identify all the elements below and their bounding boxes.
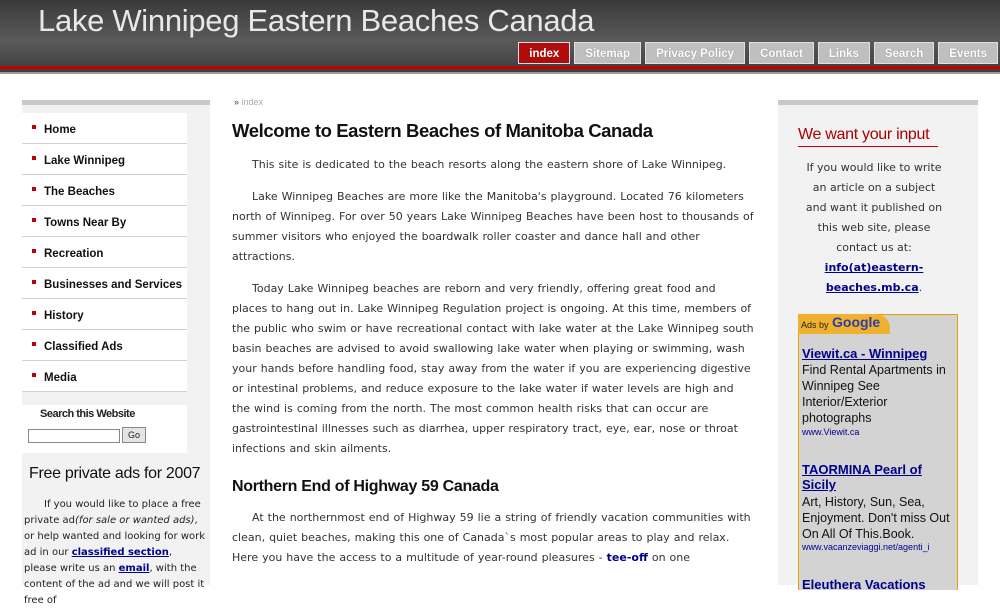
free-ads-text-3: , please write us an [24,547,173,574]
sidebar-navigation [22,113,187,392]
sidebar-item-the-beaches[interactable] [22,175,187,206]
page-title: Welcome to Eastern Beaches of Manitoba Canada [232,120,653,141]
bullet-icon [32,249,36,253]
bullet-icon [32,218,36,222]
site-header [0,0,1000,74]
sidebar-item-label: Lake Winnipeg [44,155,126,167]
free-ads-text-em: (for sale or wanted ads) [75,515,195,526]
ad-title[interactable]: Eleuthera Vacations [802,577,926,592]
sidebar-item-label: The Beaches [44,186,115,198]
sidebar-item-media[interactable] [22,361,187,392]
google-logo: Google [832,314,881,330]
bullet-icon [32,311,36,315]
bullet-icon [32,280,36,284]
nav-search[interactable]: Search [874,42,934,64]
input-text-end: . [918,281,923,294]
email-link[interactable]: email [118,563,150,574]
nav-privacy-policy[interactable]: Privacy Policy [645,42,745,64]
free-ads-text-2: , or help wanted and looking for work ad in our [24,515,206,558]
nav-contact[interactable]: Contact [749,42,814,64]
ad-description: Find Rental Apartments in Winnipeg See Interior/Exterior photographs [802,363,946,425]
tee-off-link[interactable]: tee-off [606,551,648,564]
search-box [22,405,187,453]
top-navigation [518,42,998,64]
highway-paragraph-end: on one [647,551,691,564]
ad-description: Art, History, Sun, Sea, Enjoyment. Don't miss Out On All Of This.Book. [802,495,950,541]
breadcrumb-separator: » [234,97,240,107]
beaches-paragraph: Lake Winnipeg Beaches are more like the Manitoba's playground. Located 76 kilometers north of Winnipeg. For over 50 years Lake Winnipeg Beaches have been host to thousands of summer visitors who enjoyed the boardwalk roller coaster and dance hall and other attractions. [232,190,754,263]
sidebar-item-label: Towns Near By [44,217,127,229]
sidebar-item-towns-near-by[interactable] [22,206,187,237]
input-title: We want your input [798,126,938,147]
ad-title[interactable]: TAORMINA Pearl of Sicily [802,462,922,492]
main-content [232,96,754,585]
free-ads-text-4: , with the content of the ad and we will post it free of [24,563,205,606]
sidebar-item-recreation[interactable] [22,237,187,268]
sidebar-item-label: Home [44,124,76,136]
ad-title[interactable]: Viewit.ca - Winnipeg [802,346,928,361]
header-red-rule [0,66,1000,69]
right-sidebar [778,100,978,592]
ad-url[interactable]: www.Viewit.ca [802,427,860,437]
sidebar-item-history[interactable] [22,299,187,330]
breadcrumb-index[interactable]: index [241,97,264,107]
site-title: Lake Winnipeg Eastern Beaches Canada [38,3,595,38]
sidebar-item-label: Businesses and Services [44,279,183,291]
contact-email-link[interactable]: info(at)eastern-beaches.mb.ca [824,261,924,294]
nav-index[interactable]: index [518,42,570,64]
health-paragraph: Today Lake Winnipeg beaches are reborn and very friendly, offering great food and places to hang out in. Lake Winnipeg Regulation project is ongoing. At this time, members of the public who swim or have recreational contact with lake water at the Lake Winnipeg south basin beaches are advised to avoid swallowing lake water when playing or swimming, wash your hands before handling food, stay away from the water if you are experiencing digestive or intestinal problems, and reduce exposure to the lake water if water levels are high and the wind is coming from the north. The most common health risks that can occur are gastrointestinal illnesses such as diarrhea, upper respiratory tract, eye, ear, nose or throat infections and skin ailments. [232,282,754,455]
sidebar-item-lake-winnipeg[interactable] [22,144,187,175]
bullet-icon [32,125,36,129]
bullet-icon [32,373,36,377]
sidebar-item-home[interactable] [22,113,187,144]
search-input[interactable] [28,429,120,443]
free-ads-title: Free private ads for 2007 [29,465,201,482]
nav-sitemap[interactable]: Sitemap [574,42,641,64]
nav-links[interactable]: Links [818,42,870,64]
left-sidebar [22,100,210,606]
input-text [804,158,944,298]
sidebar-item-label: History [44,310,84,322]
bullet-icon [32,342,36,346]
sidebar-item-label: Media [44,372,77,384]
sidebar-item-businesses[interactable] [22,268,187,299]
sidebar-item-classified-ads[interactable] [22,330,187,361]
ads-by-label: Ads by [801,320,829,330]
search-go-button[interactable]: Go [122,427,146,443]
sidebar-item-label: Recreation [44,248,104,260]
search-title: Search this Website [40,408,135,420]
classified-section-link[interactable]: classified section [71,547,169,558]
bullet-icon [32,156,36,160]
highway-paragraph-text: At the northernmost end of Highway 59 lie a string of friendly vacation communities with clean, quiet beaches, making this one of Canada`s most popular areas to play and relax. Here you have the access to a multitude of year-round pleasures - [232,511,751,564]
input-text-body: If you would like to write an article on a subject and want it published on this web site, please contact us at: [805,161,943,254]
breadcrumb [234,97,754,107]
google-ads-box [798,314,958,590]
section-heading-highway-59: Northern End of Highway 59 Canada [232,478,499,495]
sidebar-item-label: Classified Ads [44,341,123,353]
intro-paragraph: This site is dedicated to the beach resorts along the eastern shore of Lake Winnipeg. [252,158,727,171]
header-gray-rule [0,72,1000,74]
ads-by-google-badge[interactable] [798,314,890,334]
highway-paragraph [232,508,754,568]
free-ads-text-1: If you would like to place a free private ad [24,499,201,526]
free-ads-text [24,497,206,609]
ad-url[interactable]: www.vacanzeviaggi.net/agenti_i [802,542,930,552]
bullet-icon [32,187,36,191]
nav-events[interactable]: Events [938,42,998,64]
